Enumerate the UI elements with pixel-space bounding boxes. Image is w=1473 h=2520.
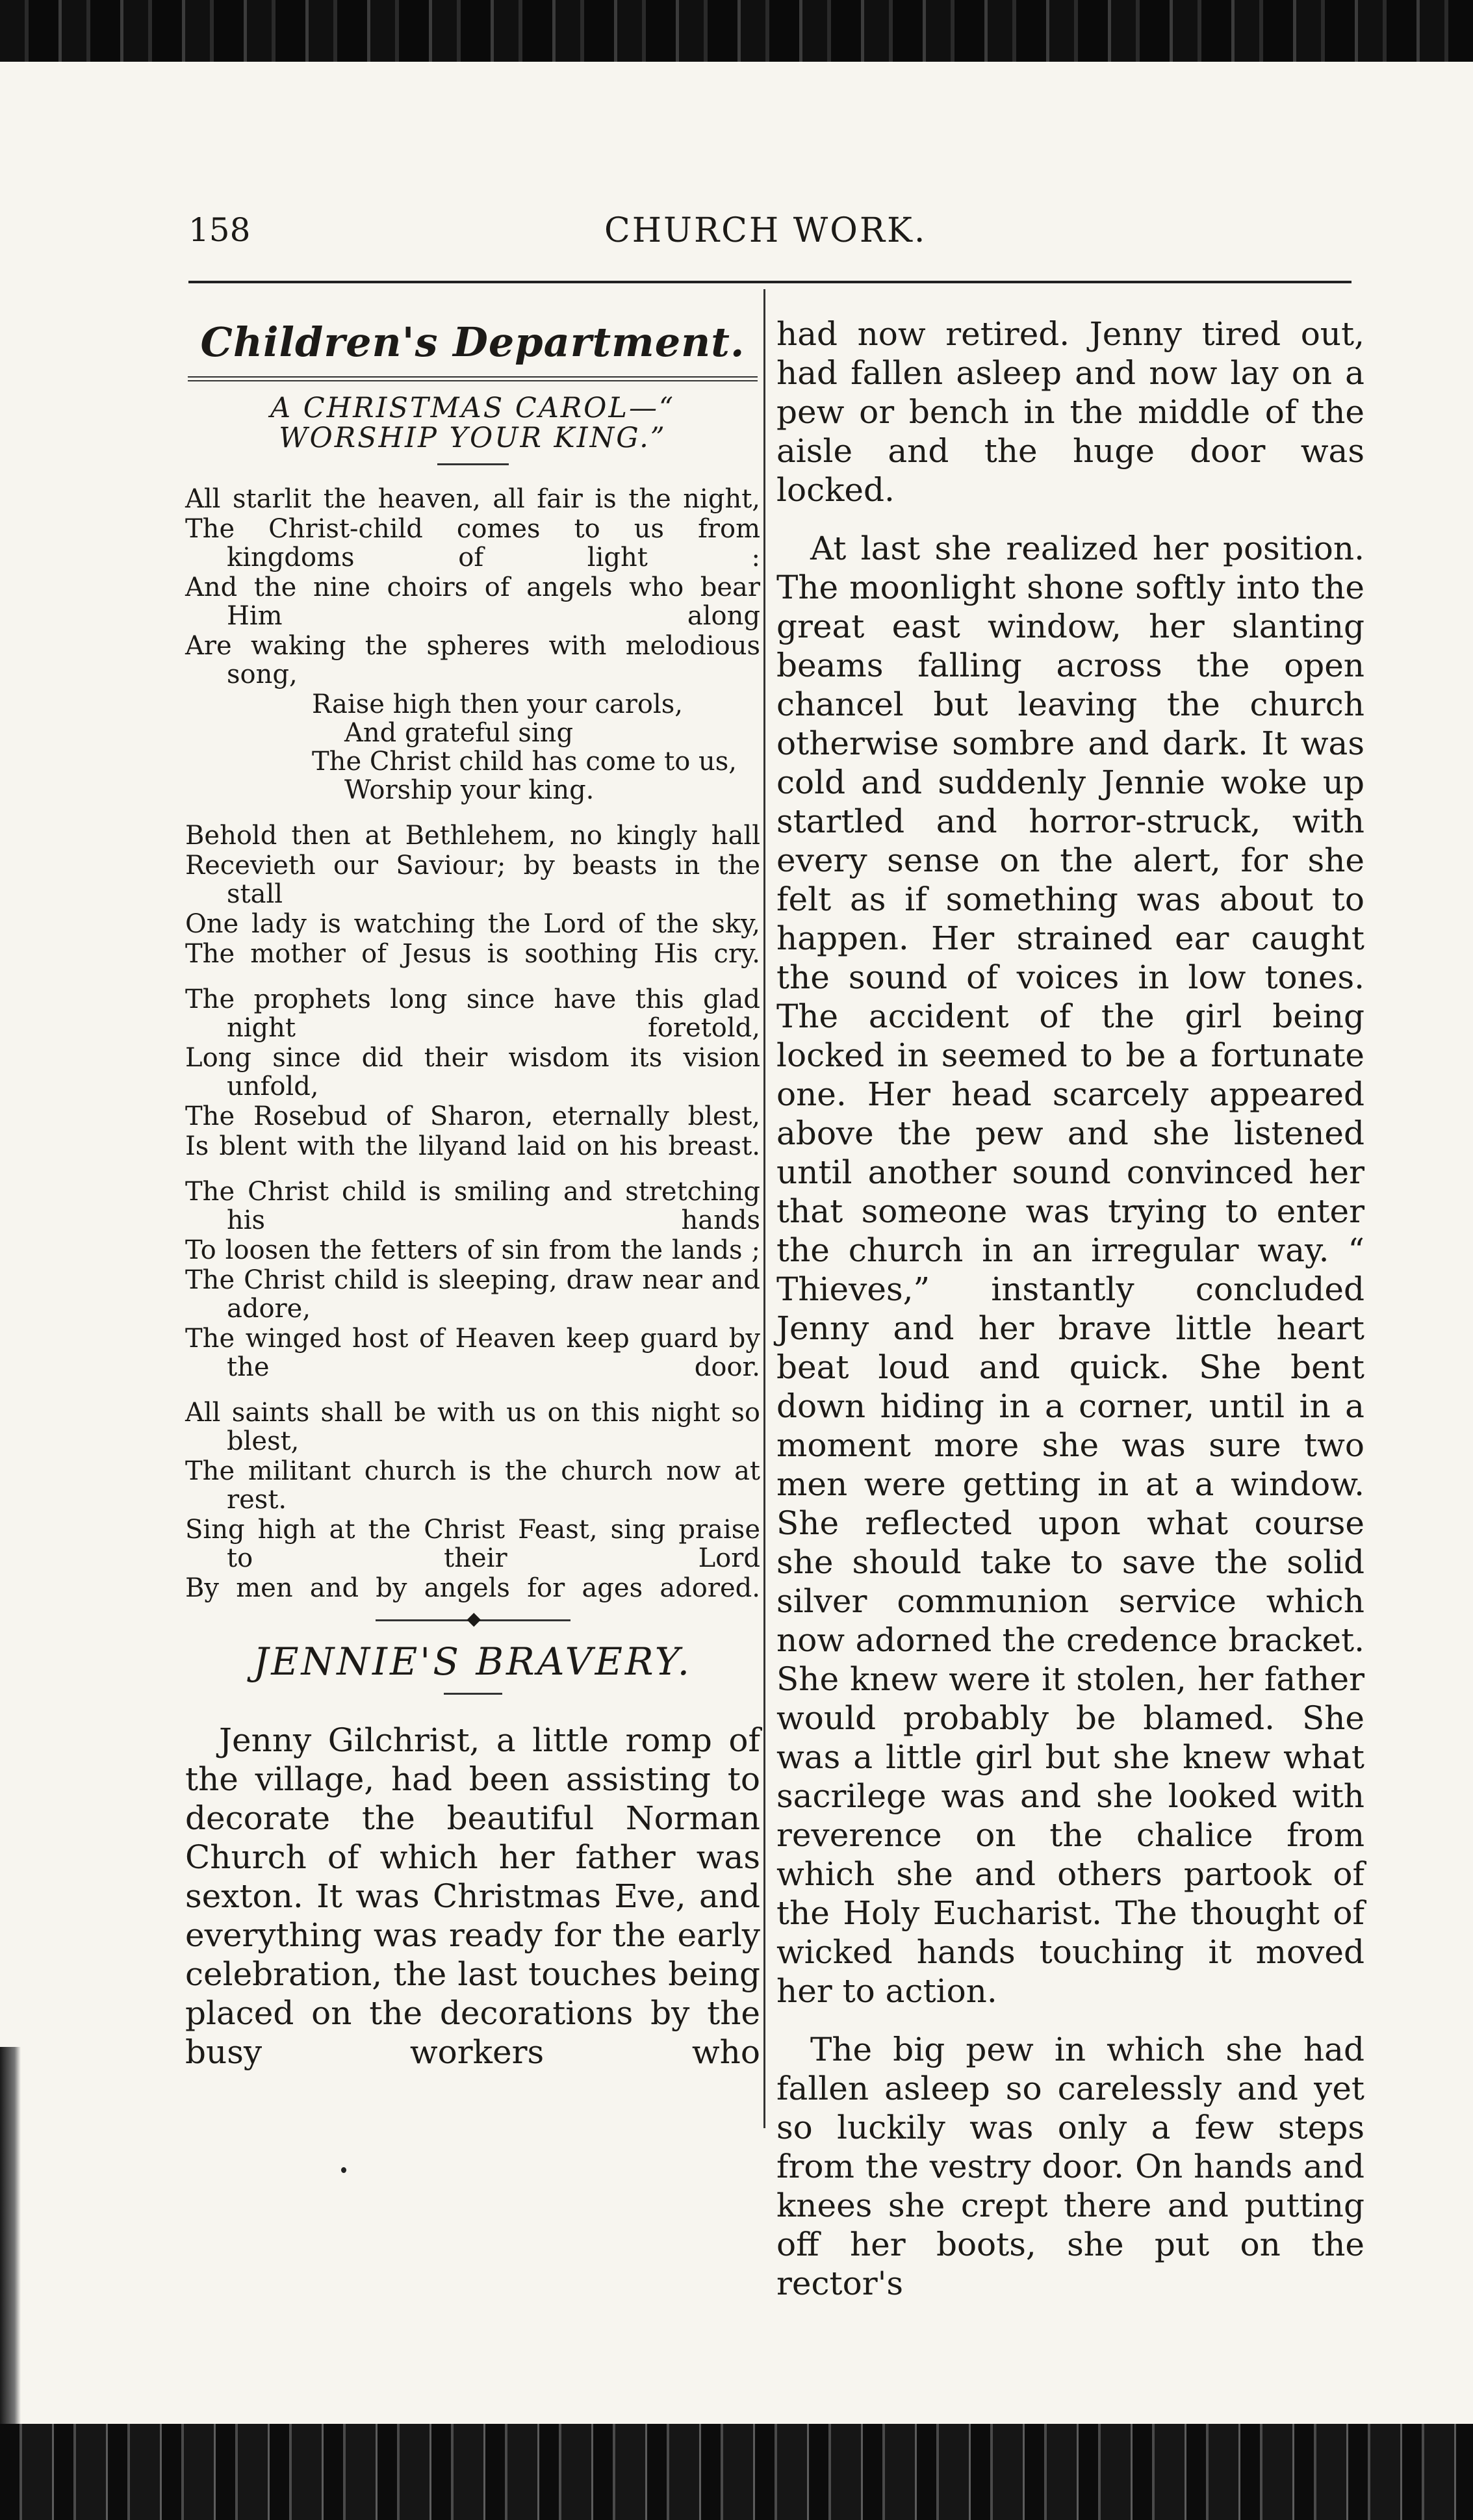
department-heading: Children's Department. bbox=[200, 318, 745, 366]
poem-line: The militant church is the church now at rest. bbox=[185, 1456, 760, 1515]
story-title: JENNIE'S BRAVERY. bbox=[253, 1639, 693, 1684]
left-column bbox=[185, 318, 760, 2072]
poem-stanza-1 bbox=[185, 485, 760, 804]
poem-line: All starlit the heaven, all fair is the night, bbox=[185, 484, 760, 514]
poem-line: The Christ child is sleeping, draw near and adore, bbox=[185, 1265, 760, 1324]
poem-line: Is blent with the lilyand laid on his breast. bbox=[185, 1131, 760, 1161]
poem-line: The winged host of Heaven keep guard by the door. bbox=[185, 1324, 760, 1382]
poem-line: The Christ-child comes to us from kingdoms of light : bbox=[185, 514, 760, 572]
poem-line: The Rosebud of Sharon, eternally blest, bbox=[185, 1101, 760, 1131]
story-paragraph: Jenny Gilchrist, a little romp of the village, had been assisting to decorate the beautiful Norman Church of which her father was sexton. It was Christmas Eve, and everything was ready for the early celebration, the last touches being placed on the decorations by the busy workers who bbox=[185, 1721, 760, 2071]
poem-line: To loosen the fetters of sin from the lands ; bbox=[185, 1235, 760, 1265]
ornament-rule bbox=[376, 1608, 570, 1629]
journal-title: CHURCH WORK. bbox=[604, 211, 927, 250]
poem-line: Behold then at Bethlehem, no kingly hall bbox=[185, 821, 760, 851]
short-rule bbox=[444, 1693, 502, 1695]
story-paragraph: The big pew in which she had fallen asleep so carelessly and yet so luckily was only a few steps from the vestry door. On hands and knees she crept there and putting off her boots, she put on the rector's bbox=[776, 2031, 1364, 2302]
ink-speck bbox=[341, 2167, 346, 2173]
story-paragraph: At last she realized her position. The moonlight shone softly into the great east window, her slanting beams falling across the open chancel but leaving the church otherwise sombre and dark. It was cold and suddenly Jennie woke up startled and horror-struck, with every sense on the alert, for she felt as if something was about to happen. Her strained ear caught the sound of voices in low tones. The accident of the girl being locked in seemed to be a fortunate one. Her head scarcely appeared above the pew and she listened until another sound convinced her that someone was trying to enter the church in an irregular way. “ Thieves,” instantly concluded Jenny and her brave little heart beat loud and quick. She bent down hiding in a corner, until in a moment more she was sure two men were getting in at a window. She reflected upon what course she should take to save the solid silver communion service which now adorned the credence bracket. She knew were it stolen, her father would probably be blamed. She was a little girl but she knew what sacrilege was and she looked with reverence on the chalice from which she and others partook of the Holy Eucharist. The thought of wicked hands touching it moved her to action. bbox=[776, 530, 1364, 2010]
poem-stanza-4 bbox=[185, 1177, 760, 1382]
poem-line: Recevieth our Saviour; by beasts in the stall bbox=[185, 851, 760, 909]
poem-line: All saints shall be with us on this night so blest, bbox=[185, 1398, 760, 1456]
chorus-line: Worship your king. bbox=[344, 775, 595, 805]
poem-line: And the nine choirs of angels who bear Him along bbox=[185, 572, 760, 631]
double-rule bbox=[188, 376, 758, 381]
poem-stanza-2 bbox=[185, 821, 760, 968]
poem-line: Are waking the spheres with melodious song, bbox=[185, 631, 760, 689]
poem-line: By men and by angels for ages adored. bbox=[185, 1573, 760, 1603]
poem-line: The Christ child is smiling and stretching his hands bbox=[185, 1177, 760, 1235]
right-column bbox=[776, 315, 1364, 2322]
poem-line: Long since did their wisdom its vision unfold, bbox=[185, 1043, 760, 1101]
poem-line: One lady is watching the Lord of the sky, bbox=[185, 909, 760, 939]
poem-line: The prophets long since have this glad night foretold, bbox=[185, 984, 760, 1043]
poem-line: The mother of Jesus is soothing His cry. bbox=[185, 939, 760, 969]
poem-stanza-3 bbox=[185, 985, 760, 1161]
chorus-line: The Christ child has come to us, bbox=[312, 747, 737, 777]
scan-border-left bbox=[0, 2047, 21, 2424]
chorus-line: And grateful sing bbox=[344, 718, 574, 748]
carol-title: A CHRISTMAS CAROL—“ WORSHIP YOUR KING.” bbox=[270, 392, 675, 454]
page-number: 158 bbox=[188, 211, 251, 249]
scan-border-top bbox=[0, 0, 1473, 62]
column-divider bbox=[763, 289, 765, 2128]
story-paragraph: had now retired. Jenny tired out, had fallen asleep and now lay on a pew or bench in the middle of the aisle and the huge door was locked. bbox=[776, 315, 1364, 509]
scan-border-bottom bbox=[0, 2424, 1473, 2520]
poem-stanza-5 bbox=[185, 1398, 760, 1602]
running-head bbox=[188, 211, 1358, 263]
diamond-ornament-icon: ◆ bbox=[467, 1608, 481, 1629]
header-rule bbox=[188, 281, 1351, 283]
poem-line: Sing high at the Christ Feast, sing praise to their Lord bbox=[185, 1515, 760, 1573]
short-rule bbox=[437, 463, 509, 465]
chorus-line: Raise high then your carols, bbox=[312, 689, 683, 719]
